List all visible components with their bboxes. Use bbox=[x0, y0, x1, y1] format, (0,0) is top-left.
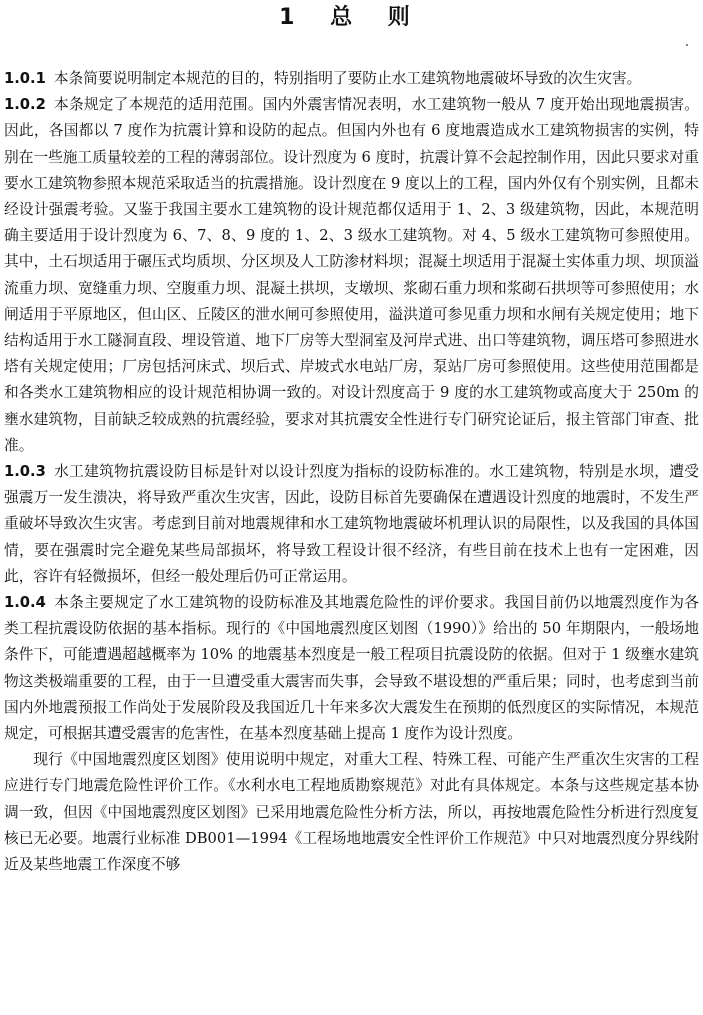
section-number: 1.0.1 bbox=[4, 70, 46, 87]
section-number: 1.0.4 bbox=[4, 594, 46, 612]
body-text bbox=[4, 66, 699, 878]
section-text: 本条规定了本规范的适用范围。国内外震害情况表明，水工建筑物一般从 7 度开始出现地震损害。因此，各国都以 7 度作为抗震计算和设防的起点。但国内外也有 6 度地震造成水工建筑物损害的实例，特别在一些施工质量较差的工程的薄弱部位。设计烈度为 6 度时，抗震计算不会起控制作用，因此只要求对重要水工建筑物参照本规范采取适当的抗震措施。设计烈度在 9 度以上的工程，国内外仅有个别实例，且都未经设计强震考验。又鉴于我国主要水工建筑物的设计规范都仅适用于 1、2、3 级建筑物，因此，本规范明确主要适用于设计烈度为 6、7、8、9 度的 1、2、3 级水工建筑物。对 4、5 级水工建筑物可参照使用。其中，土石坝适用于碾压式均质坝、分区坝及人工防渗材料坝；混凝土坝适用于混凝土实体重力坝、坝顶溢流重力坝、宽缝重力坝、空腹重力坝、混凝土拱坝，支墩坝、浆砌石重力坝和浆砌石拱坝等可参照使用；水闸适用于平原地区，但山区、丘陵区的泄水闸可参照使用，溢洪道可参见重力坝和水闸有关规定使用；地下结构适用于水工隧洞直段、埋设管道、地下厂房等大型洞室及河岸式进、出口等建筑物，调压塔可参照进水塔有关规定使用；厂房包括河床式、坝后式、岸坡式水电站厂房，泵站厂房可参照使用。这些使用范围都是和各类水工建筑物相应的设计规范相协调一致的。对设计烈度高于 9 度的水工建筑物或高度大于 250m 的壅水建筑物，目前缺乏较成熟的抗震经验，要求对其抗震安全性进行专门研究论证后，报主管部门审查、批准。 bbox=[4, 96, 699, 454]
section-1-0-1 bbox=[4, 66, 699, 92]
section-text: 本条主要规定了水工建筑物的设防标准及其地震危险性的评价要求。我国目前仍以地震烈度作为各类工程抗震设防依据的基本指标。现行的《中国地震烈度区划图（1990）》给出的 50 年期限内，一般场地条件下，可能遭遇超越概率为 10% 的地震基本烈度是一般工程项目抗震设防的依据。但对于 1 级壅水建筑物这类极端重要的工程，由于一旦遭受重大震害而失事，会导致不堪设想的严重后果；同时，也考虑到当前国内外地震预报工作尚处于发展阶段及我国近几十年来多次大震发生在预期的低烈度区的实际情况，本规范规定，可根据其遭受震害的危害性，在基本烈度基础上提高 1 度作为设计烈度。 bbox=[4, 594, 699, 743]
section-1-0-2 bbox=[4, 92, 699, 459]
section-number: 1.0.3 bbox=[4, 463, 46, 481]
section-number: 1.0.2 bbox=[4, 96, 46, 114]
section-1-0-3 bbox=[4, 459, 699, 590]
scan-speck bbox=[686, 44, 688, 46]
chapter-title: 1 总 则 bbox=[279, 5, 424, 30]
section-1-0-4 bbox=[4, 590, 699, 747]
continuation-paragraph: 现行《中国地震烈度区划图》使用说明中规定，对重大工程、特殊工程、可能产生严重次生灾害的工程应进行专门地震危险性评价工作。《水利水电工程地质勘察规范》对此有具体规定。本条与这些规定基本协调一致，但因《中国地震烈度区划图》已采用地震危险性分析方法，所以，再按地震危险性分析进行烈度复核已无必要。地震行业标准 DB001—1994《工程场地地震安全性评价工作规范》中只对地震烈度分界线附近及某些地震工作深度不够 bbox=[4, 751, 699, 874]
section-text: 水工建筑物抗震设防目标是针对以设计烈度为指标的设防标准的。水工建筑物，特别是水坝，遭受强震万一发生溃决，将导致严重次生灾害，因此，设防目标首先要确保在遭遇设计烈度的地震时，不发生严重破坏导致次生灾害。考虑到目前对地震规律和水工建筑物地震破坏机理认识的局限性，以及我国的具体国情，要在强震时完全避免某些局部损坏，将导致工程设计很不经济，有些目前在技术上也有一定困难，因此，容许有轻微损坏，但经一般处理后仍可正常运用。 bbox=[4, 463, 699, 585]
section-text: 本条简要说明制定本规范的目的，特别指明了要防止水工建筑物地震破坏导致的次生灾害。 bbox=[53, 70, 642, 87]
